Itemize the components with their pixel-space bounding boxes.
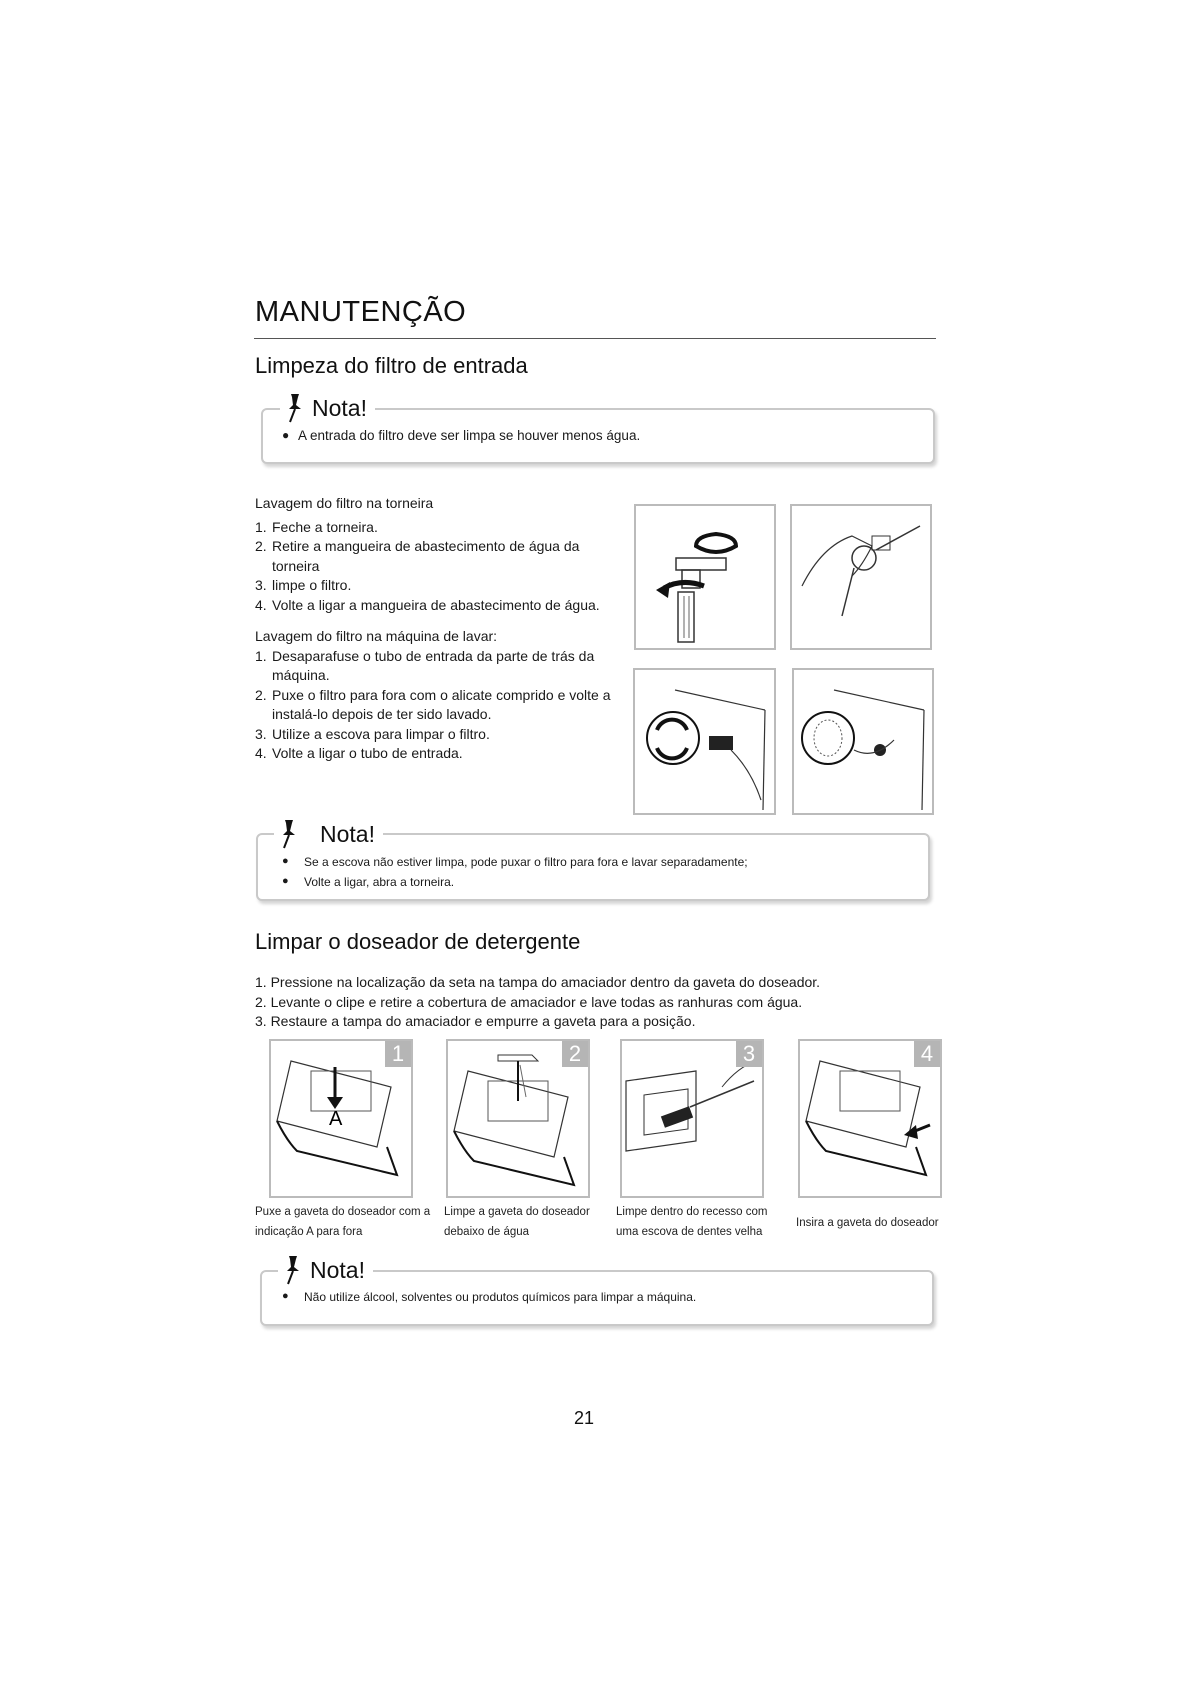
list-item: 3. limpe o filtro. (255, 577, 352, 593)
figure-caption: Limpe dentro do recesso com uma escova de dentes velha (616, 1206, 768, 1238)
machine-instructions (255, 627, 627, 764)
dispenser-figure-1 (269, 1039, 413, 1198)
figure-caption: Puxe a gaveta do doseador com a indicação A para fora (255, 1206, 431, 1238)
figure-number: 3 (736, 1041, 762, 1067)
brush-filter-illustration (790, 504, 932, 650)
pliers-filter-illustration (633, 668, 776, 815)
pushpin-icon (284, 392, 306, 424)
dispenser-figure-4 (798, 1039, 942, 1198)
page-number: 21 (574, 1408, 595, 1428)
list-item: 2. Levante o clipe e retire a cobertura de amaciador e lave todas as ranhuras com água. (255, 993, 803, 1010)
list-item: 2. Retire a mangueira de abastecimento de água da torneira (255, 538, 580, 574)
tap-instructions (255, 494, 625, 615)
figure-number: 1 (385, 1041, 411, 1067)
figure-number: 4 (914, 1041, 940, 1067)
dispenser-figure-2 (446, 1039, 590, 1198)
list-item: 3. Restaure a tampa do amaciador e empurre a gaveta para a posição. (255, 1013, 696, 1029)
note-item: ● Não utilize álcool, solventes ou produtos químicos para limpar a máquina. (282, 1290, 697, 1304)
note-header-1 (280, 392, 375, 424)
marker-a: A (329, 1108, 343, 1130)
figure-number: 2 (562, 1041, 588, 1067)
title-divider (254, 338, 936, 339)
note-item: ● Volte a ligar, abra a torneira. (282, 875, 455, 889)
note-label: Nota! (320, 820, 375, 847)
dispenser-steps (255, 973, 955, 1032)
list-item: 1. Desaparafuse o tubo de entrada da parte de trás da máquina. (255, 647, 595, 683)
pushpin-icon (282, 1254, 304, 1286)
note-item: ● A entrada do filtro deve ser limpa se houver menos água. (282, 428, 641, 443)
list-item: 1. Pressione na localização da seta na tampa do amaciador dentro da gaveta do doseador. (255, 974, 821, 990)
tap-filter-illustration (634, 504, 776, 650)
list-item: 1. Feche a torneira. (255, 518, 378, 535)
section-heading-dispenser: Limpar o doseador de detergente (255, 929, 581, 954)
note-item: ● Se a escova não estiver limpa, pode puxar o filtro para fora e lavar separadamente; (282, 855, 748, 869)
note-label: Nota! (310, 1256, 365, 1283)
pushpin-icon (278, 818, 300, 850)
list-item: 2. Puxe o filtro para fora com o alicate comprido e volte a instalá-lo depois de ter sido lavado. (255, 686, 611, 722)
figure-caption: Limpe a gaveta do doseador debaixo de água (444, 1206, 590, 1238)
dispenser-figure-3 (620, 1039, 764, 1198)
page-title: MANUTENÇÃO (255, 296, 467, 328)
list-item: 4. Volte a ligar o tubo de entrada. (255, 745, 463, 761)
list-item: 3. Utilize a escova para limpar o filtro. (255, 725, 490, 742)
note-header-3 (278, 1254, 373, 1286)
note-header-2 (274, 818, 383, 850)
clean-filter-illustration (792, 668, 934, 815)
figure-caption: Insira a gaveta do doseador (796, 1217, 939, 1229)
note-label: Nota! (312, 394, 367, 421)
machine-title: Lavagem do filtro na máquina de lavar: (255, 628, 498, 644)
list-item: 4. Volte a ligar a mangueira de abastecimento de água. (255, 596, 600, 613)
section-heading-filter: Limpeza do filtro de entrada (255, 353, 528, 378)
tap-title: Lavagem do filtro na torneira (255, 495, 434, 511)
